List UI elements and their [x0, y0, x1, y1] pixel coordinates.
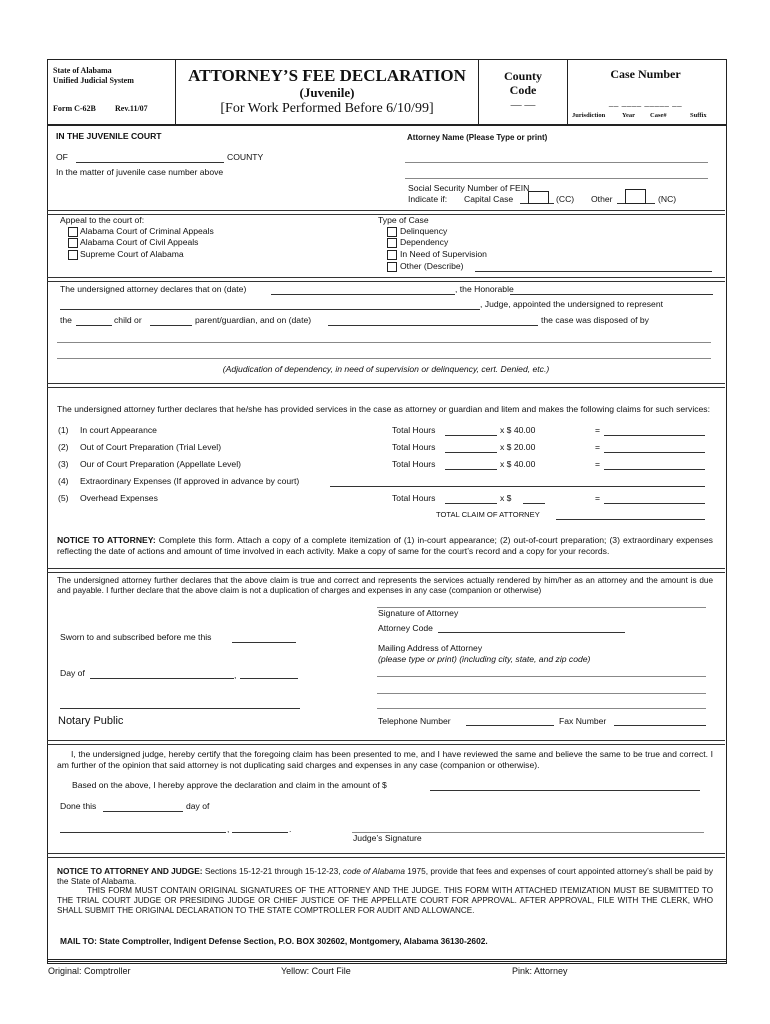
judge-appointed-text: , Judge, appointed the undersigned to represent: [480, 299, 663, 309]
notice-code-of-alabama: code of Alabama: [342, 866, 405, 876]
claim-2-number: (2): [58, 442, 69, 452]
of-label: OF: [56, 152, 68, 162]
notice-to-attorney-lead: NOTICE TO ATTORNEY:: [57, 535, 156, 545]
child-field[interactable]: [76, 325, 112, 326]
form-revision: Rev.11/07: [115, 104, 148, 113]
mailing-address-field-1[interactable]: [377, 676, 706, 677]
claim-3-number: (3): [58, 459, 69, 469]
honorable-text: , the Honorable: [455, 284, 514, 294]
matter-text: In the matter of juvenile case number above: [56, 167, 224, 177]
total-claim-field[interactable]: [556, 519, 705, 520]
case-suffix-label: Suffix: [690, 112, 707, 119]
supervision-checkbox[interactable]: [387, 250, 397, 260]
nc-label: (NC): [658, 194, 677, 204]
case-number-field[interactable]: __ ____ _____ __: [608, 98, 683, 108]
section-divider-2: [47, 277, 725, 282]
telephone-label: Telephone Number: [378, 716, 451, 726]
declaration-date-text: The undersigned attorney declares that on (date): [60, 284, 247, 294]
delinquency-checkbox[interactable]: [387, 227, 397, 237]
done-this-field[interactable]: [103, 811, 183, 812]
footer-pink: Pink: Attorney: [512, 966, 568, 976]
claim-2-equals: =: [595, 442, 601, 452]
form-title: ATTORNEY’S FEE DECLARATION: [188, 66, 466, 85]
disposition-field-1[interactable]: [57, 342, 711, 343]
supervision-label: In Need of Supervision: [400, 249, 487, 259]
county-code-label: County Code: [503, 69, 542, 97]
header-bottom-line: [47, 124, 726, 126]
claim-3-amount-field[interactable]: [604, 469, 705, 470]
attorney-name-label: Attorney Name (Please Type or print): [407, 133, 548, 142]
notice-attorney-judge-text-2: 1975, provide that fees and expenses of court appointed attorney’s shall be paid by the State of Alabama.: [57, 866, 713, 886]
section-divider-6: [47, 853, 725, 858]
claim-1-number: (1): [58, 425, 69, 435]
case-case-label: Case#: [650, 112, 667, 119]
indicate-label: Indicate if:: [408, 194, 448, 204]
county-field[interactable]: [76, 162, 224, 163]
attorney-code-field[interactable]: [438, 632, 625, 633]
other-checkbox[interactable]: [625, 189, 646, 204]
attorney-name-field[interactable]: [405, 162, 708, 163]
notice-attorney-judge-lead: NOTICE TO ATTORNEY AND JUDGE:: [57, 866, 203, 876]
claim-1-equals: =: [595, 425, 601, 435]
day-of-field[interactable]: [90, 678, 234, 679]
section-divider-5: [47, 740, 725, 745]
day-of-comma: ,: [234, 670, 237, 680]
capital-case-label: Capital Case: [464, 194, 514, 204]
dependency-checkbox[interactable]: [387, 238, 397, 248]
notice-to-attorney-text: Complete this form. Attach a copy of a complete itemization of (1) in-court appearance; (2) out-of-court preparation; (3) extraordinary expenses reflecting the date of actions and amount of time involved in each activity. Make a copy of same for the court’s record and a copy for your records.: [57, 535, 713, 556]
court-title: IN THE JUVENILE COURT: [56, 131, 162, 141]
notice-attorney-judge-text-1: Sections 15-12-21 through 15-12-23,: [202, 866, 343, 876]
disposed-text: the case was disposed of by: [541, 315, 649, 325]
claims-intro: The undersigned attorney further declares that he/she has provided services in the case as attorney or guardian and litem and makes the following claims for such services:: [57, 404, 710, 414]
mailing-address-field-2[interactable]: [377, 693, 706, 694]
appeal-civil-checkbox[interactable]: [68, 238, 78, 248]
form-number: Form C-62B: [53, 104, 96, 113]
other-describe-field[interactable]: [475, 271, 712, 272]
delinquency-label: Delinquency: [400, 226, 448, 236]
section-divider-3: [47, 383, 725, 388]
work-performed-note: [For Work Performed Before 6/10/99]: [220, 101, 434, 116]
judge-year-field[interactable]: [232, 832, 288, 833]
case-number-label: Case Number: [610, 67, 681, 81]
judge-certification-text: I, the undersigned judge, hereby certify that the foregoing claim has been presented to me, and I have reviewed the same and believe the same to be true and correct. I am further of the opinion that said attorney is not duplicating said charges and expenses in any case (companion or otherwise).: [57, 749, 713, 770]
claim-5-hours-label: Total Hours: [392, 493, 436, 503]
adjudication-note: (Adjudication of dependency, in need of supervision or delinquency, cert. Denied, etc.): [222, 364, 550, 374]
footer-original: Original: Comptroller: [48, 966, 131, 976]
appeal-civil-label: Alabama Court of Civil Appeals: [80, 237, 199, 247]
notice-to-attorney: [57, 535, 713, 556]
appeal-supreme-label: Supreme Court of Alabama: [80, 249, 184, 259]
case-type-label: Type of Case: [378, 215, 429, 225]
claim-2-hours-label: Total Hours: [392, 442, 436, 452]
approve-amount-field[interactable]: [430, 790, 700, 791]
claim-2-amount-field[interactable]: [604, 452, 705, 453]
fax-label: Fax Number: [559, 716, 607, 726]
dependency-label: Dependency: [400, 237, 449, 247]
capital-case-checkbox[interactable]: [528, 191, 549, 204]
footer-divider: [47, 959, 726, 962]
section-divider-4: [47, 568, 725, 573]
judge-date-field[interactable]: [60, 832, 226, 833]
disposition-date-field[interactable]: [328, 325, 538, 326]
fax-field[interactable]: [614, 725, 706, 726]
notice-attorney-judge: [57, 866, 713, 886]
claim-3-label: Our of Court Preparation (Appellate Level): [80, 459, 241, 469]
mailing-address-field-3[interactable]: [377, 708, 706, 709]
claim-1-hours-label: Total Hours: [392, 425, 436, 435]
claim-5-label: Overhead Expenses: [80, 493, 158, 503]
day-of-year-field[interactable]: [240, 678, 298, 679]
judge-name-field-1[interactable]: [510, 294, 713, 295]
ssn-label: Social Security Number of FEIN: [408, 183, 530, 193]
claim-5-rate-field[interactable]: [523, 503, 545, 504]
form-subtitle: (Juvenile): [299, 85, 355, 100]
attorney-signature-label: Signature of Attorney: [378, 608, 459, 618]
claim-5-amount-field[interactable]: [604, 503, 705, 504]
claim-1-label: In court Appearance: [80, 425, 157, 435]
judge-date-period: .: [289, 824, 292, 834]
mailing-address-note: (please type or print) (including city, state, and zip code): [378, 654, 591, 664]
telephone-field[interactable]: [466, 725, 554, 726]
attorney-name-line-2[interactable]: [405, 178, 708, 179]
claim-4-number: (4): [58, 476, 69, 486]
notary-public-label: Notary Public: [58, 715, 124, 727]
claim-4-amount-field[interactable]: [330, 486, 705, 487]
mail-to-address: MAIL TO: State Comptroller, Indigent Defense Section, P.O. BOX 302602, Montgomery, Alabama 36130-2602.: [60, 936, 488, 946]
claim-4-label: Extraordinary Expenses (If approved in advance by court): [80, 476, 300, 486]
total-claim-label: TOTAL CLAIM OF ATTORNEY: [436, 510, 540, 519]
sworn-date-field[interactable]: [232, 642, 296, 643]
judge-day-of-label: day of: [186, 801, 210, 811]
notary-signature-field[interactable]: [60, 708, 300, 709]
judge-name-field-2[interactable]: [60, 309, 480, 310]
other-type-label: Other (Describe): [400, 261, 464, 271]
claim-1-hours-field[interactable]: [445, 435, 497, 436]
claim-2-label: Out of Court Preparation (Trial Level): [80, 442, 222, 452]
attorney-certification-text: The undersigned attorney further declares that the above claim is true and correct and represents the services actually rendered by him/her as an attorney and the amount is due and payable. I further declare that the above claim is not a duplication of charges and expenses in any case (companion or otherwise): [57, 576, 713, 595]
child-text: child or: [114, 315, 142, 325]
mailing-address-label: Mailing Address of Attorney: [378, 643, 483, 653]
cc-label: (CC): [556, 194, 575, 204]
appeal-criminal-checkbox[interactable]: [68, 227, 78, 237]
attorney-code-label: Attorney Code: [378, 623, 433, 633]
claim-2-hours-field[interactable]: [445, 452, 497, 453]
footer-yellow: Yellow: Court File: [281, 966, 351, 976]
judge-signature-label: Judge’s Signature: [353, 833, 422, 843]
notice-caps-text: THIS FORM MUST CONTAIN ORIGINAL SIGNATURES OF THE ATTORNEY AND THE JUDGE. THIS FORM WITH ATTACHED ITEMIZATION MUST BE SUBMITTED TO THE TRIAL COURT JUDGE OR PRESIDING JUDGE OR CHIEF JUSTICE OF THE APPELLATE COURT FOR APPROVAL. AFTER APPROVAL, FILE WITH THE CLERK, WHO SHALL SUBMIT THE ORIGINAL DECLARATION TO THE STATE COMPTROLLER FOR AUDIT AND ALLOWANCE.: [57, 886, 713, 915]
county-label: COUNTY: [227, 152, 264, 162]
appeal-supreme-checkbox[interactable]: [68, 250, 78, 260]
approve-amount-text: Based on the above, I hereby approve the declaration and claim in the amount of $: [72, 780, 387, 790]
day-of-label: Day of: [60, 668, 85, 678]
claim-5-rate: x $: [500, 493, 512, 503]
county-code-field[interactable]: — —: [510, 99, 536, 111]
claim-3-hours-field[interactable]: [445, 469, 497, 470]
other-type-checkbox[interactable]: [387, 262, 397, 272]
claim-3-hours-label: Total Hours: [392, 459, 436, 469]
judge-date-comma: ,: [227, 824, 230, 834]
other-label: Other: [591, 194, 613, 204]
appeal-criminal-label: Alabama Court of Criminal Appeals: [80, 226, 214, 236]
claim-5-equals: =: [595, 493, 601, 503]
claim-1-amount-field[interactable]: [604, 435, 705, 436]
appointment-date-field[interactable]: [271, 294, 455, 295]
parent-field[interactable]: [150, 325, 192, 326]
claim-5-number: (5): [58, 493, 69, 503]
case-jurisdiction-label: Jurisdiction: [572, 112, 606, 119]
claim-2-rate: x $ 20.00: [500, 442, 536, 452]
claim-3-equals: =: [595, 459, 601, 469]
the-text: the: [60, 315, 72, 325]
disposition-field-2[interactable]: [57, 358, 711, 359]
claim-1-rate: x $ 40.00: [500, 425, 536, 435]
done-this-label: Done this: [60, 801, 97, 811]
parent-guardian-text: parent/guardian, and on (date): [195, 315, 312, 325]
appeal-label: Appeal to the court of:: [60, 215, 145, 225]
system-label: Unified Judicial System: [53, 76, 134, 85]
case-year-label: Year: [622, 112, 635, 119]
sworn-text: Sworn to and subscribed before me this: [60, 632, 212, 642]
claim-5-hours-field[interactable]: [445, 503, 497, 504]
state-label: State of Alabama: [53, 66, 112, 75]
claim-3-rate: x $ 40.00: [500, 459, 536, 469]
